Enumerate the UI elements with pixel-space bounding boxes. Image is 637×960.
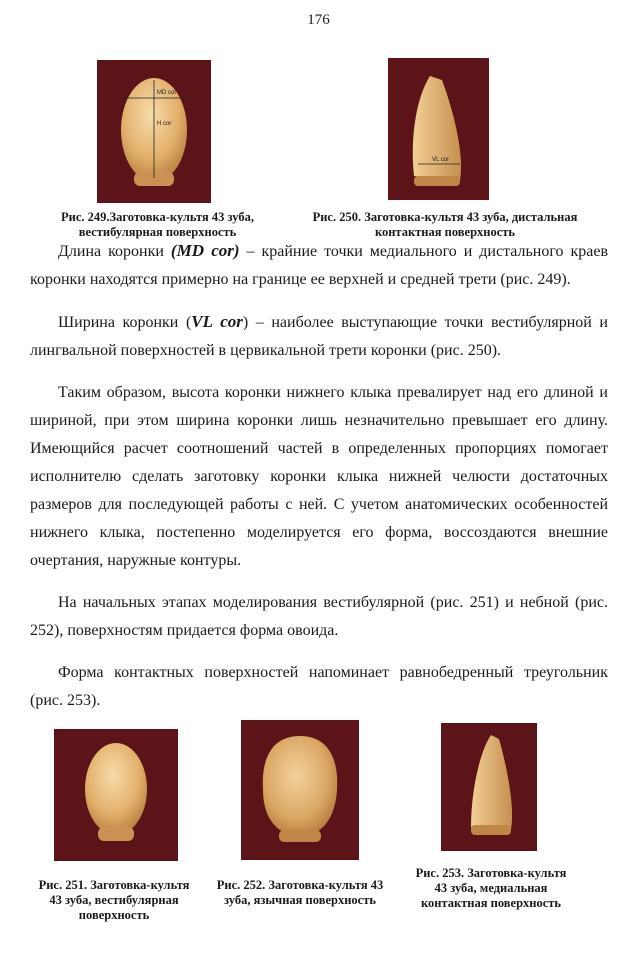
md-cor-label: MD cor (157, 90, 177, 96)
figure-249-caption: Рис. 249.Заготовка-культя 43 зуба, вестибулярная поверхность (61, 210, 254, 239)
figure-251-photo (54, 729, 178, 861)
page-number: 176 (307, 12, 330, 28)
tooth-lingual-model-image (241, 720, 359, 860)
term-md-cor: (MD cor) (170, 241, 240, 260)
paragraph-4: На начальных этапах моделирования вестибулярной (рис. 251) и небной (рис. 252), поверхностям придается форма овоида. (30, 594, 608, 639)
figure-250-caption: Рис. 250. Заготовка-культя 43 зуба, дистальная контактная поверхность (312, 210, 578, 239)
paragraph-2: Ширина коронки (VL cor) – наиболее выступающие точки вестибулярной и лингвальной поверхностей в цервикальной трети коронки (рис. 250). (30, 312, 608, 359)
h-cor-label: H cor (157, 121, 172, 127)
figure-250-photo (388, 58, 489, 200)
paragraph-1: Длина коронки (MD cor) – крайние точки медиального и дистального краев коронки находятся примерно на границе ее верхней и средней трети (рис. 249). (30, 241, 608, 288)
tooth-vestibular-model-image (54, 729, 178, 861)
vl-cor-label: VL cor (432, 157, 450, 163)
paragraph-5: Форма контактных поверхностей напоминает равнобедренный треугольник (рис. 253). (30, 664, 608, 709)
figure-252-photo (241, 720, 359, 860)
figure-251-caption: Рис. 251. Заготовка-культя 43 зуба, вестибулярная поверхность (38, 878, 190, 922)
tooth-vestibular-image (97, 60, 211, 203)
figure-252-caption: Рис. 252. Заготовка-культя 43 зуба, язычная поверхность (216, 878, 384, 907)
term-vl-cor: VL cor (191, 312, 243, 331)
figure-253-photo (441, 723, 537, 851)
figure-249-photo (97, 60, 211, 203)
paragraph-3: Таким образом, высота коронки нижнего клыка превалирует над его длиной и шириной, при этом ширина коронки лишь незначительно превышает его длину. Имеющийся расчет соотношений частей в определенных пропорциях помогает исполнителю сделать заготовку коронки клыка нижней челюсти достаточных размеров для последующей работы с ней. С учетом анатомических особенностей нижнего клыка, постепенно моделируется его форма, воссоздаются внешние очертания, наружные контуры. (30, 384, 608, 569)
tooth-mesial-model-image (441, 723, 537, 851)
body-text (30, 237, 608, 729)
tooth-distal-image (388, 58, 489, 200)
figure-253-caption: Рис. 253. Заготовка-культя 43 зуба, медиальная контактная поверхность (415, 866, 567, 910)
